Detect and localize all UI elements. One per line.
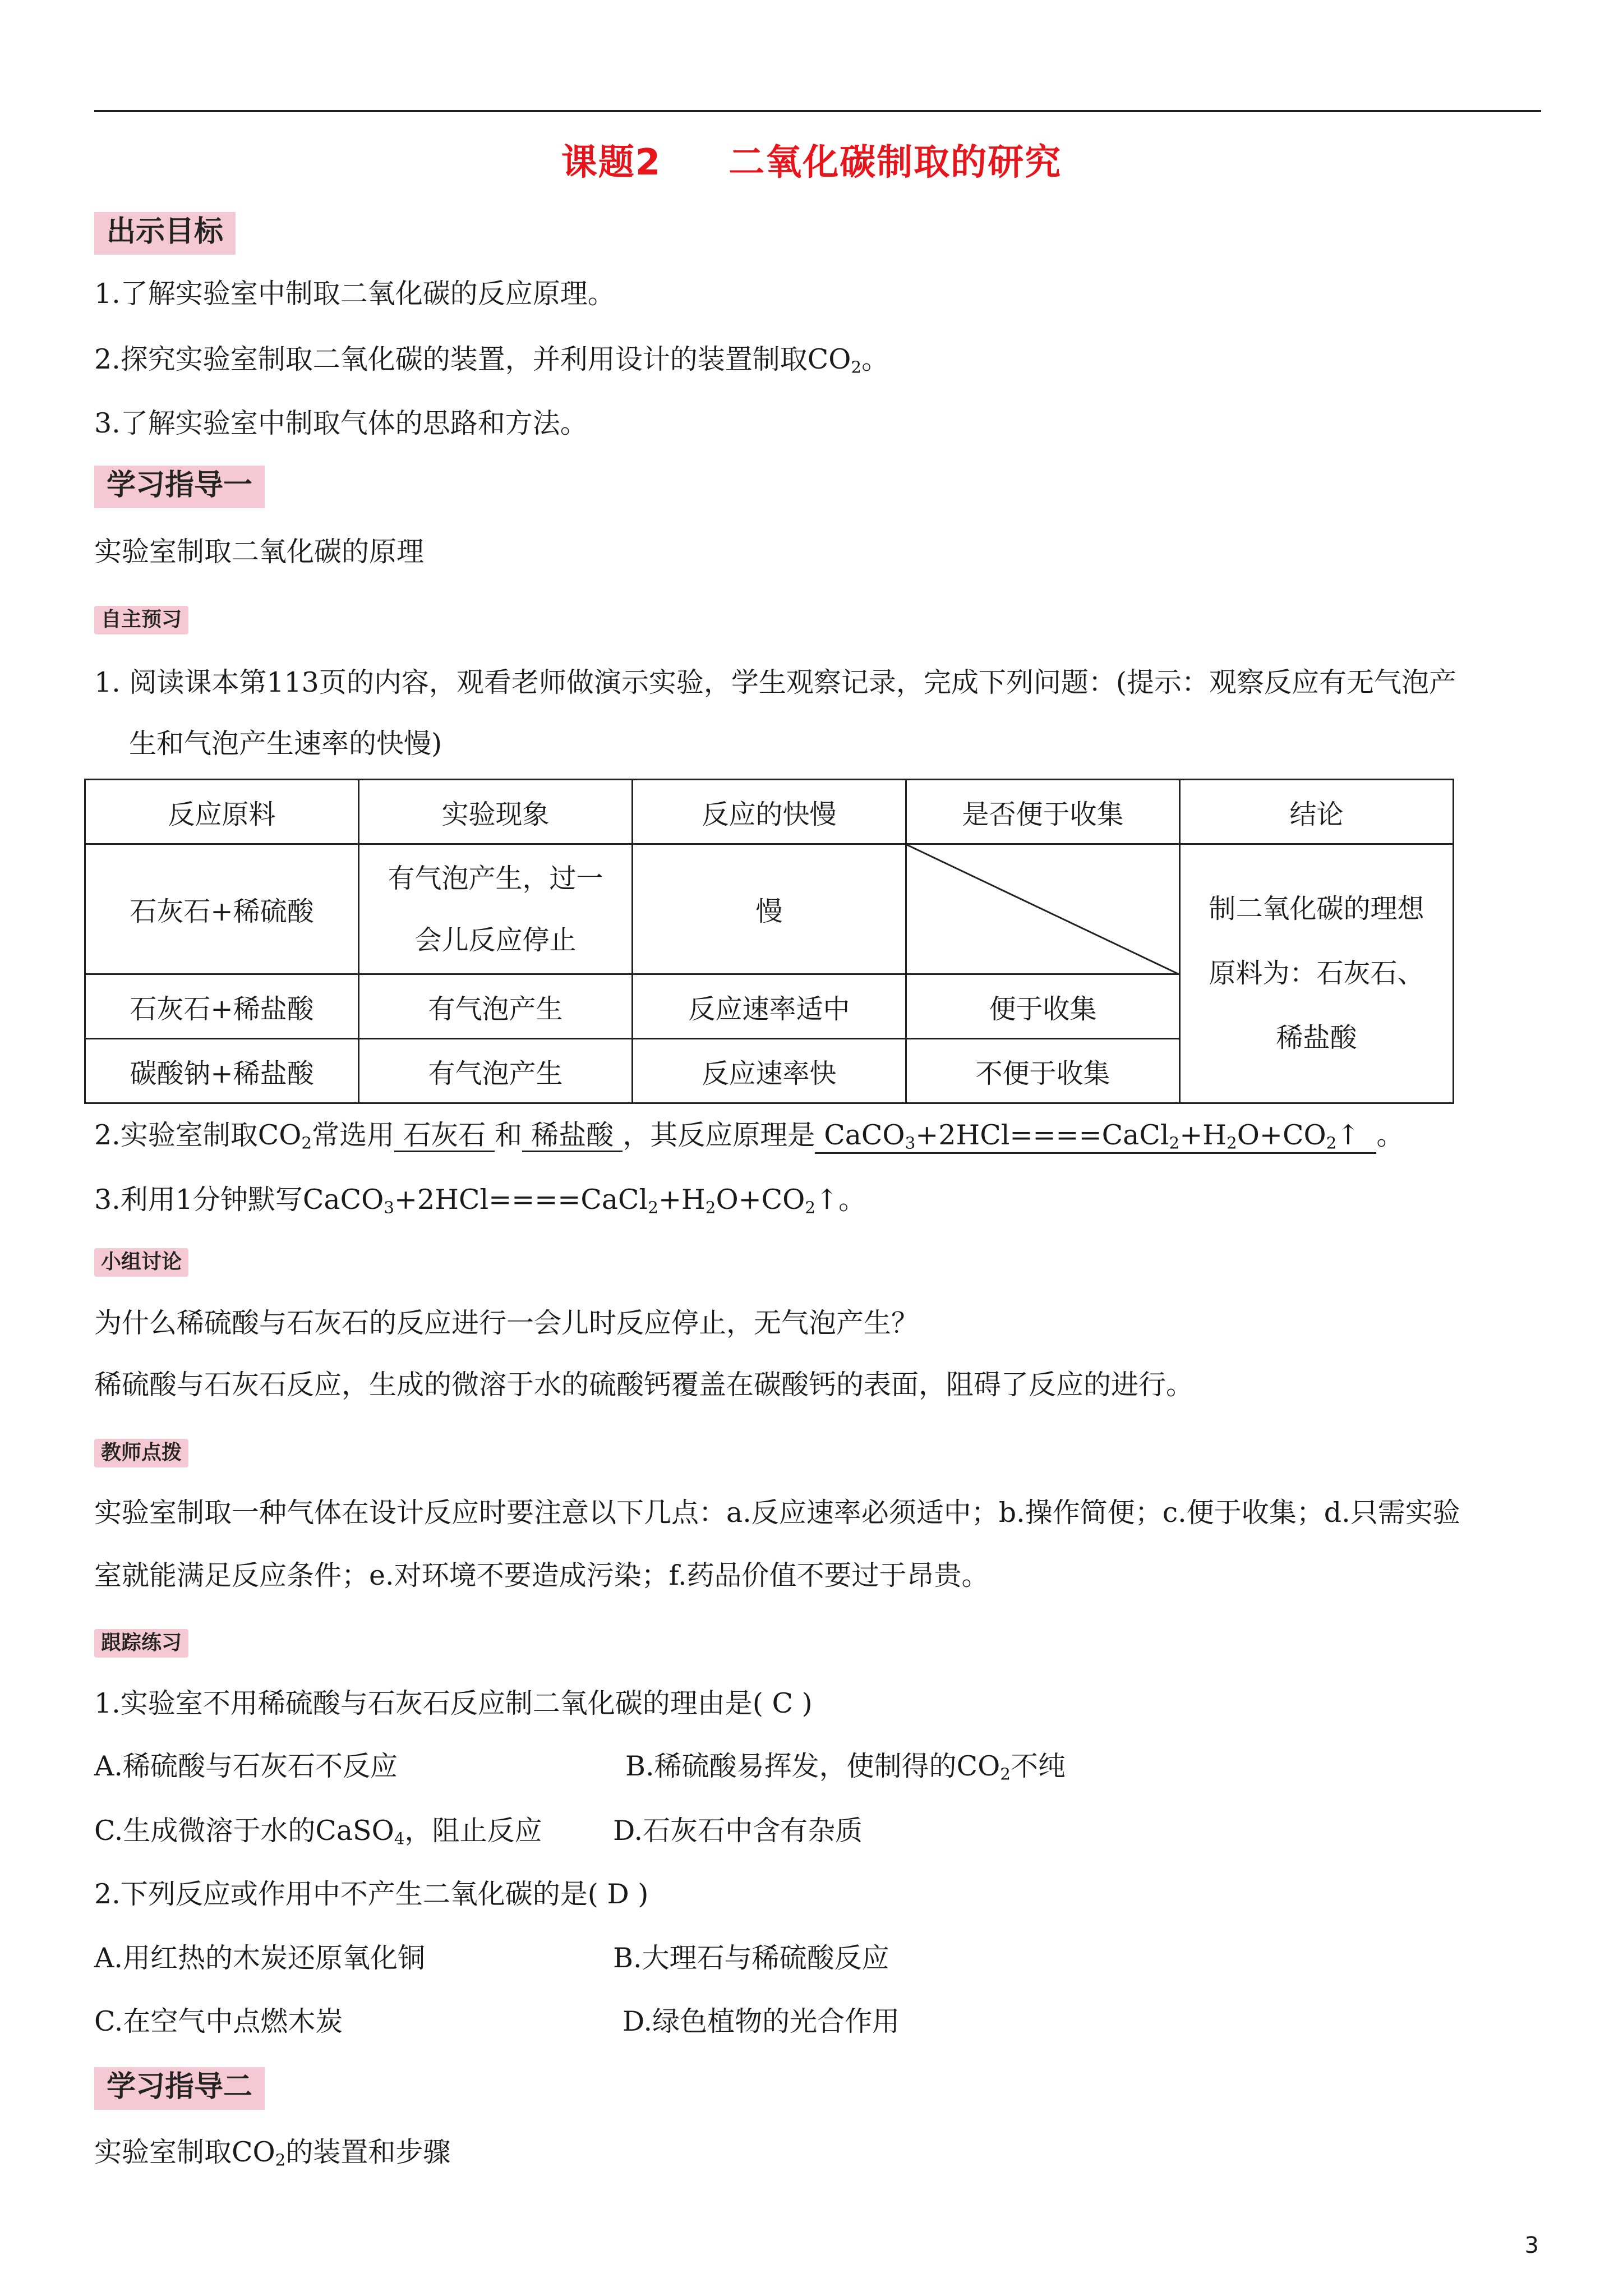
- discussion-tag: 小组讨论: [94, 1248, 188, 1277]
- practice-1-option-a: A.稀硫酸与石灰石不反应: [94, 1750, 398, 1782]
- table-cell: 有气泡产生: [359, 1039, 633, 1103]
- practice-2-option-a: A.用红热的木炭还原氧化铜: [94, 1942, 425, 1974]
- reaction-table: [84, 779, 1454, 1104]
- table-cell: 不便于收集: [906, 1039, 1180, 1103]
- table-cell: 反应速率适中: [633, 974, 906, 1039]
- table-header-cell: 结论: [1180, 780, 1454, 844]
- practice-2-option-d: D.绿色植物的光合作用: [623, 2005, 900, 2037]
- practice-1-option-b: B.稀硫酸易挥发，使制得的$CO_2$不纯: [625, 1750, 1066, 1784]
- table-cell: 便于收集: [906, 974, 1180, 1039]
- teacher-tag: 教师点拨: [94, 1439, 188, 1467]
- question-1-line-2: 生和气泡产生速率的快慢): [129, 728, 442, 760]
- goals-tag: 出示目标: [94, 212, 236, 255]
- table-cell: 石灰石+稀盐酸: [85, 974, 359, 1039]
- table-cell: 有气泡产生: [359, 974, 633, 1039]
- table-header-cell: 反应的快慢: [633, 780, 906, 844]
- header-rule: [94, 110, 1541, 112]
- goal-item-3: 3.了解实验室中制取气体的思路和方法。: [94, 407, 588, 439]
- teacher-note-line-2: 室就能满足反应条件；e.对环境不要造成污染；f.药品价值不要过于昂贵。: [94, 1559, 989, 1591]
- guide1-subtitle: 实验室制取二氧化碳的原理: [94, 536, 425, 568]
- goal-item-1: 1.了解实验室中制取二氧化碳的反应原理。: [94, 278, 615, 310]
- table-conclusion-cell: 制二氧化碳的理想 原料为：石灰石、 稀盐酸: [1180, 844, 1454, 1103]
- practice-1-option-c: C.生成微溶于水的CaSO$_4$，阻止反应: [94, 1815, 542, 1848]
- question-1-line-1: 1. 阅读课本第113页的内容，观看老师做演示实验，学生观察记录，完成下列问题：(提示：观察反应有无气泡产: [94, 666, 1456, 698]
- discussion-question: 为什么稀硫酸与石灰石的反应进行一会儿时反应停止，无气泡产生？: [94, 1307, 919, 1339]
- discussion-answer: 稀硫酸与石灰石反应，生成的微溶于水的硫酸钙覆盖在碳酸钙的表面，阻碍了反应的进行。: [94, 1369, 1194, 1401]
- table-cell: 有气泡产生，过一 会儿反应停止: [359, 844, 633, 974]
- table-header-cell: 反应原料: [85, 780, 359, 844]
- table-cell: 碳酸钠+稀盐酸: [85, 1039, 359, 1103]
- practice-2-option-b: B.大理石与稀硫酸反应: [613, 1942, 889, 1974]
- guide2-subtitle: 实验室制取$CO_2$的装置和步骤: [94, 2136, 451, 2170]
- diagonal-line: [907, 845, 1181, 975]
- table-cell: 慢: [633, 844, 906, 974]
- table-cell-diagonal: [906, 844, 1180, 974]
- page-number: 3: [1524, 2233, 1539, 2258]
- table-cell: 反应速率快: [633, 1039, 906, 1103]
- table-cell: 石灰石+稀硫酸: [85, 844, 359, 974]
- table-header-row: [85, 780, 1454, 844]
- teacher-note-line-1: 实验室制取一种气体在设计反应时要注意以下几点：a.反应速率必须适中；b.操作简便；c.便于收集；d.只需实验: [94, 1497, 1460, 1529]
- page-title: 课题2 二氧化碳制取的研究: [561, 142, 1062, 183]
- practice-1-option-d: D.石灰石中含有杂质: [613, 1815, 863, 1847]
- question-3: 3.利用1分钟默写$CaCO_3+2HCl====CaCl_2+H_2O+CO_2↑$。: [94, 1184, 866, 1217]
- practice-2-option-c: C.在空气中点燃木炭: [94, 2005, 343, 2037]
- practice-2-stem: 2.下列反应或作用中不产生二氧化碳的是( D ): [94, 1878, 649, 1910]
- table-header-cell: 实验现象: [359, 780, 633, 844]
- question-2: 2.实验室制取$CO_2$常选用 石灰石 和 稀盐酸 ，其反应原理是 $CaCO_3+2HCl====CaCl_2+H_2O+CO_2↑$ 。: [94, 1119, 1404, 1154]
- table-row: [85, 844, 1454, 974]
- practice-1-stem: 1.实验室不用稀硫酸与石灰石反应制二氧化碳的理由是( C ): [94, 1687, 813, 1719]
- guide2-tag: 学习指导二: [94, 2067, 265, 2110]
- goal-item-2: 2.探究实验室制取二氧化碳的装置，并利用设计的装置制取$CO_2$。: [94, 343, 889, 377]
- guide1-tag: 学习指导一: [94, 466, 265, 508]
- table-header-cell: 是否便于收集: [906, 780, 1180, 844]
- preview-tag: 自主预习: [94, 606, 188, 634]
- practice-tag: 跟踪练习: [94, 1629, 188, 1658]
